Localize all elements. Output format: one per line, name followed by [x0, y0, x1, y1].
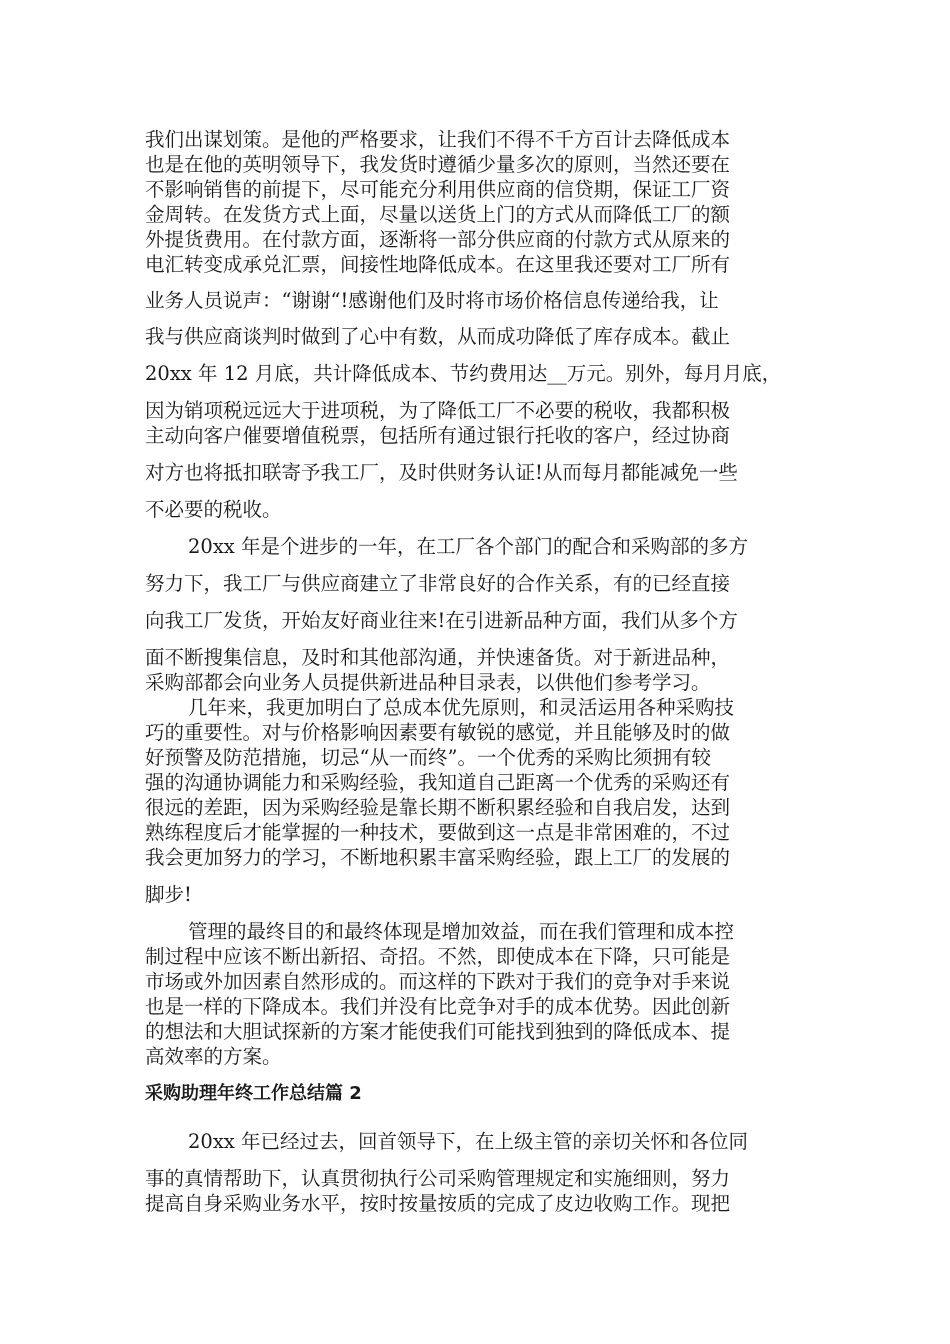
- text-line: 脚步!: [145, 883, 192, 906]
- text-line: 外提货费用。在付款方面，逐渐将一部分供应商的付款方式从原来的: [145, 228, 731, 251]
- text-line: 对方也将抵扣联寄予我工厂，及时供财务认证!从而每月都能减免一些: [145, 461, 738, 484]
- text-line: 也是一样的下降成本。我们并没有比竞争对手的成本优势。因此创新: [145, 995, 731, 1018]
- text-line: 很远的差距，因为采购经验是靠长期不断积累经验和自我启发，达到: [145, 796, 731, 819]
- text-line: 好预警及防范措施，切忌“从一而终”。一个优秀的采购比须拥有较: [145, 746, 711, 769]
- text-line: 熟练程度后才能掌握的一种技术，要做到这一点是非常困难的，不过: [145, 821, 731, 844]
- text-line: 业务人员说声：“谢谢“!感谢他们及时将市场价格信息传递给我，让: [145, 289, 719, 312]
- text-line: 制过程中应该不断出新招、奇招。不然，即使成本在下降，只可能是: [145, 945, 731, 968]
- text-line: 主动向客户催要增值税票，包括所有通过银行托收的客户，经过协商: [145, 424, 731, 447]
- section-heading: 采购助理年终工作总结篇 2: [145, 1083, 362, 1104]
- text-line: 管理的最终目的和最终体现是增加效益，而在我们管理和成本控: [188, 920, 735, 943]
- text-line: 的想法和大胆试探新的方案才能使我们可能找到独到的降低成本、提: [145, 1020, 731, 1043]
- text-line: 努力下，我工厂与供应商建立了非常良好的合作关系，有的已经直接: [145, 572, 731, 595]
- text-line: 也是在他的英明领导下，我发货时遵循少量多次的原则，当然还要在: [145, 153, 731, 176]
- text-line: 20xx 年 12 月底，共计降低成本、节约费用达__万元。别外，每月月底，: [145, 362, 782, 385]
- text-line: 我们出谋划策。是他的严格要求，让我们不得不千方百计去降低成本: [145, 128, 731, 151]
- text-line: 事的真情帮助下，认真贯彻执行公司采购管理规定和实施细则，努力: [145, 1167, 731, 1190]
- text-line: 向我工厂发货，开始友好商业往来!在引进新品种方面，我们从多个方: [145, 609, 738, 632]
- text-line: 不必要的税收。: [145, 498, 282, 521]
- text-line: 市场或外加因素自然形成的。而这样的下跌对于我们的竞争对手来说: [145, 970, 731, 993]
- text-line: 我与供应商谈判时做到了心中有数，从而成功降低了库存成本。截止: [145, 325, 731, 348]
- text-line: 巧的重要性。对与价格影响因素要有敏锐的感觉，并且能够及时的做: [145, 721, 731, 744]
- text-line: 几年来，我更加明白了总成本优先原则，和灵活运用各种采购技: [188, 696, 735, 719]
- text-line: 强的沟通协调能力和采购经验，我知道自己距离一个优秀的采购还有: [145, 771, 731, 794]
- text-line: 提高自身采购业务水平，按时按量按质的完成了皮边收购工作。现把: [145, 1192, 731, 1215]
- text-line: 20xx 年是个进步的一年，在工厂各个部门的配合和采购部的多方: [188, 535, 749, 558]
- text-line: 不影响销售的前提下，尽可能充分利用供应商的信贷期，保证工厂资: [145, 178, 731, 201]
- text-line: 电汇转变成承兑汇票，间接性地降低成本。在这里我还要对工厂所有: [145, 253, 731, 276]
- text-line: 高效率的方案。: [145, 1045, 282, 1068]
- text-line: 采购部都会向业务人员提供新进品种目录表，以供他们参考学习。: [145, 671, 711, 694]
- text-line: 金周转。在发货方式上面，尽量以送货上门的方式从而降低工厂的额: [145, 203, 731, 226]
- text-line: 我会更加努力的学习，不断地积累丰富采购经验，跟上工厂的发展的: [145, 846, 731, 869]
- text-line: 面不断搜集信息，及时和其他部沟通，并快速备货。对于新进品种，: [145, 646, 731, 669]
- text-line: 因为销项税远远大于进项税，为了降低工厂不必要的税收，我都积极: [145, 399, 731, 422]
- text-line: 20xx 年已经过去，回首领导下，在上级主管的亲切关怀和各位同: [188, 1130, 749, 1153]
